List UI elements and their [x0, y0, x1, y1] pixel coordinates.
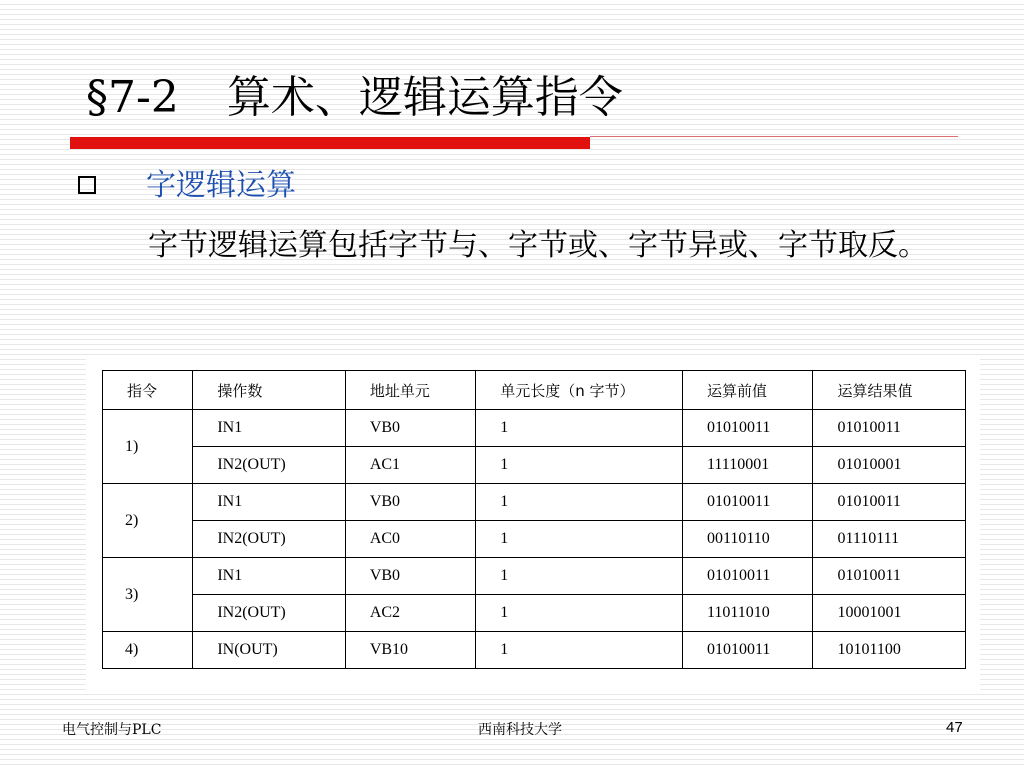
title-section-number: §7-2 — [86, 72, 179, 123]
section-heading: 字逻辑运算 — [146, 168, 296, 203]
cell-length: 1 — [476, 521, 683, 558]
cell-address: AC1 — [345, 447, 475, 484]
header-value-before: 运算前值 — [682, 371, 812, 410]
cell-instruction: 1) — [103, 410, 193, 484]
cell-length: 1 — [476, 632, 683, 669]
cell-operand: IN2(OUT) — [193, 447, 346, 484]
table-row — [103, 410, 966, 447]
table-row — [103, 521, 966, 558]
cell-value-after: 10001001 — [813, 595, 966, 632]
cell-address: AC0 — [345, 521, 475, 558]
cell-value-after: 01010001 — [813, 447, 966, 484]
cell-value-before: 01010011 — [682, 558, 812, 595]
footer-university: 西南科技大学 — [478, 722, 562, 738]
footer-course: 电气控制与PLC — [62, 722, 162, 738]
table-row — [103, 484, 966, 521]
cell-length: 1 — [476, 410, 683, 447]
cell-address: VB0 — [345, 558, 475, 595]
cell-value-before: 11011010 — [682, 595, 812, 632]
cell-value-before: 01010011 — [682, 410, 812, 447]
cell-length: 1 — [476, 484, 683, 521]
title-underline-bar — [70, 137, 590, 149]
cell-address: VB0 — [345, 484, 475, 521]
cell-value-before: 01010011 — [682, 484, 812, 521]
table-header-row — [103, 371, 966, 410]
title-underline-line — [590, 136, 958, 137]
cell-operand: IN2(OUT) — [193, 595, 346, 632]
table-row — [103, 632, 966, 669]
cell-value-after: 01010011 — [813, 558, 966, 595]
header-instruction: 指令 — [103, 371, 193, 410]
cell-operand: IN1 — [193, 558, 346, 595]
body-paragraph: 字节逻辑运算包括字节与、字节或、字节异或、字节取反。 — [148, 228, 928, 263]
cell-operand: IN1 — [193, 484, 346, 521]
cell-operand: IN2(OUT) — [193, 521, 346, 558]
cell-length: 1 — [476, 447, 683, 484]
cell-instruction: 3) — [103, 558, 193, 632]
cell-address: VB10 — [345, 632, 475, 669]
table-row — [103, 558, 966, 595]
title-text: 算术、逻辑运算指令 — [226, 72, 623, 123]
cell-value-after: 01010011 — [813, 484, 966, 521]
header-value-after: 运算结果值 — [813, 371, 966, 410]
cell-value-after: 01110111 — [813, 521, 966, 558]
operation-table — [102, 370, 966, 669]
header-operand: 操作数 — [193, 371, 346, 410]
cell-value-before: 00110110 — [682, 521, 812, 558]
header-length: 单元长度（n 字节） — [476, 371, 683, 410]
cell-operand: IN(OUT) — [193, 632, 346, 669]
cell-operand: IN1 — [193, 410, 346, 447]
cell-value-before: 11110001 — [682, 447, 812, 484]
table-row — [103, 595, 966, 632]
cell-address: AC2 — [345, 595, 475, 632]
page-number: 47 — [946, 719, 963, 736]
cell-value-after: 10101100 — [813, 632, 966, 669]
cell-length: 1 — [476, 595, 683, 632]
slide-title — [86, 70, 623, 126]
cell-value-before: 01010011 — [682, 632, 812, 669]
cell-instruction: 2) — [103, 484, 193, 558]
cell-length: 1 — [476, 558, 683, 595]
table-body — [103, 410, 966, 669]
header-address: 地址单元 — [345, 371, 475, 410]
table-row — [103, 447, 966, 484]
square-bullet-icon — [78, 176, 96, 194]
cell-value-after: 01010011 — [813, 410, 966, 447]
cell-address: VB0 — [345, 410, 475, 447]
cell-instruction: 4) — [103, 632, 193, 669]
